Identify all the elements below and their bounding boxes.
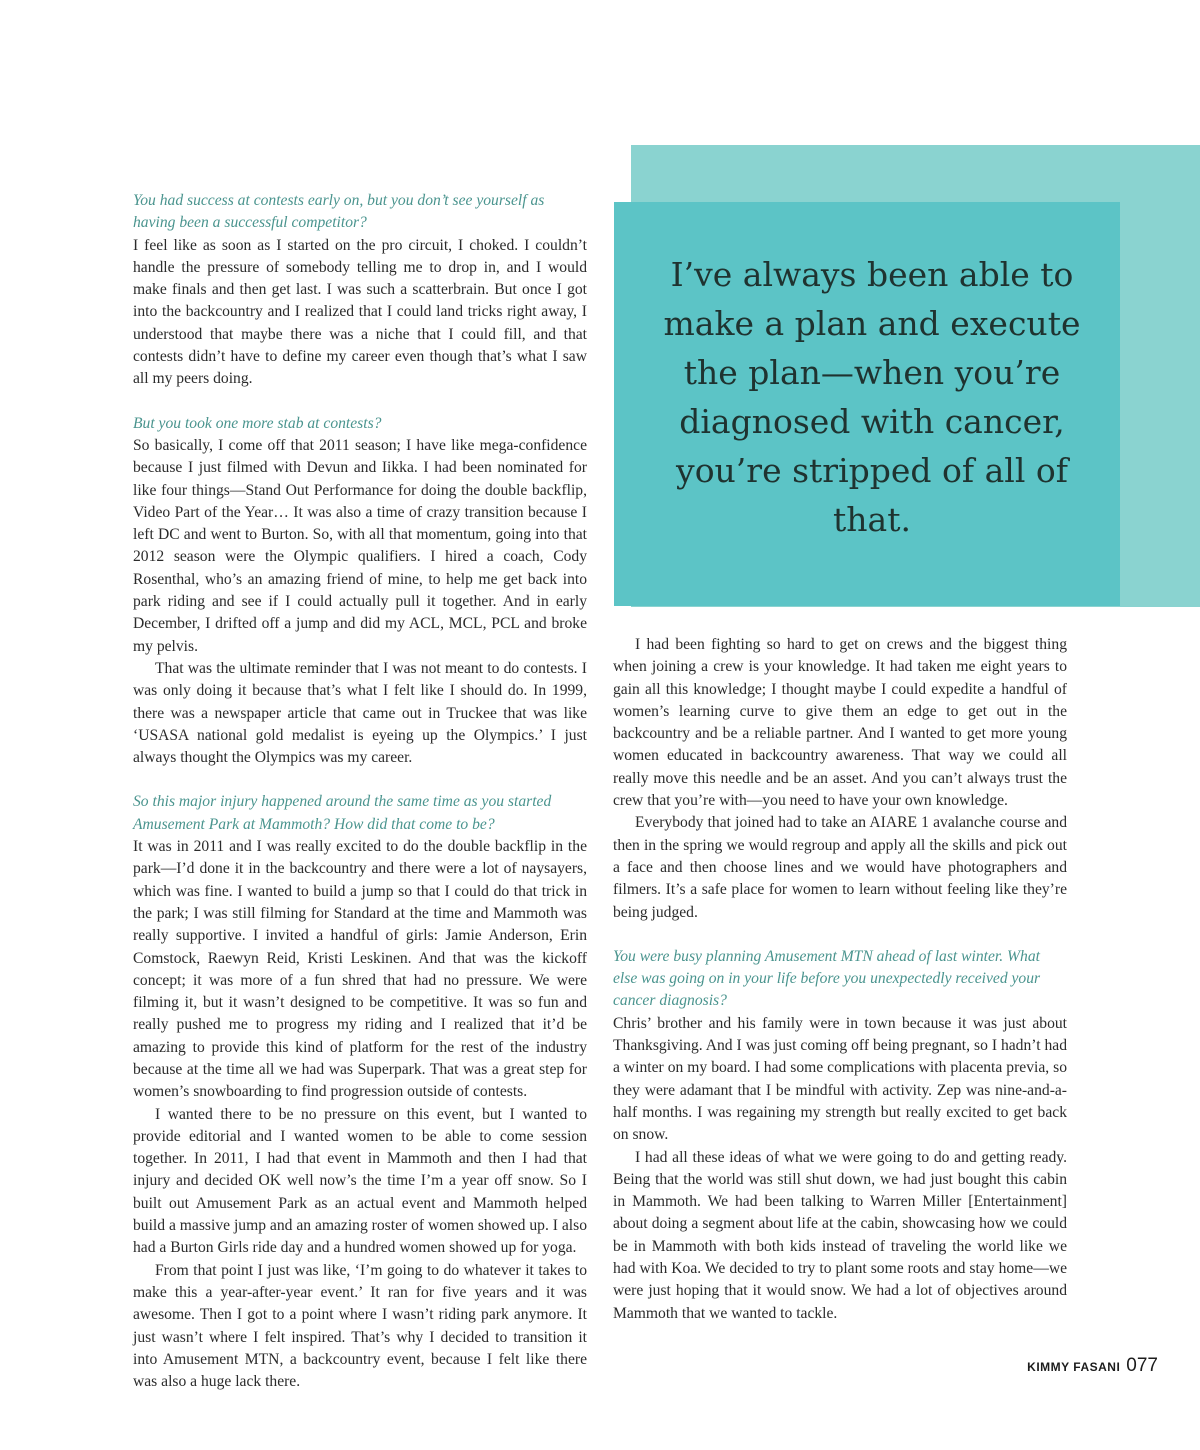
interview-question: But you took one more stab at contests? — [133, 414, 382, 432]
page-number: 077 — [1126, 1355, 1158, 1376]
interview-answer: Chris’ brother and his family were in town because it was just about Thanksgiving. And I was just coming off being pregnant, so I hadn’t had a winter on my board. I had some complications with placenta previa, so they were adamant that I be mindful with activity. Zep was nine-and-a-half months. I was regaining my strength but really excited to get back on snow. — [613, 1014, 1067, 1144]
interview-question: You had success at contests early on, but you don’t see yourself as having been a successful competitor? — [133, 192, 545, 232]
footer-author-name: KIMMY FASANI — [1027, 1360, 1121, 1374]
right-column — [613, 634, 1067, 1325]
paragraph-spacer — [133, 769, 587, 791]
interview-answer: Everybody that joined had to take an AIARE 1 avalanche course and then in the spring we would regroup and apply all the skills and pick out a face and then choose lines and we would have photographers and filmers. It’s a safe place for women to learn without feeling like they’re being judged. — [613, 814, 1067, 921]
page-footer — [1027, 1355, 1158, 1377]
paragraph-spacer — [613, 924, 1067, 946]
interview-answer: It was in 2011 and I was really excited to do the double backflip in the park—I’d done it in the backcountry and there were a lot of naysayers, which was fine. I wanted to build a jump so that I could do that trick in the park; I was still filming for Standard at the time and Mammoth was really supportive. I invited a handful of girls: Jamie Anderson, Erin Comstock, Raewyn Reid, Kristi Leskinen. And that was the kickoff concept; it was more of a fun shred that had no pressure. We were filming it, but it wasn’t designed to be competitive. It was so fun and really pushed me to progress my riding and I realized that it’d be amazing to provide this kind of platform for the rest of the industry because at the time all we had was Superpark. That was a great step for women’s snowboarding to find progression outside of contests. — [133, 838, 587, 1101]
interview-question: You were busy planning Amusement MTN ahead of last winter. What else was going on in your life before you unexpectedly received your cancer diagnosis? — [613, 947, 1041, 1010]
interview-answer: From that point I just was like, ‘I’m going to do whatever it takes to make this a year-after-year event.’ It ran for five years and it was awesome. Then I got to a point where I wasn’t riding park anymore. It just wasn’t where I felt inspired. That’s why I decided to transition it into Amusement MTN, a backcountry event, because I felt like there was also a huge lack there. — [133, 1261, 587, 1391]
pull-quote: I’ve always been able to make a plan and execute the plan—when you’re diagnosed with cancer, you’re stripped of all of that. — [663, 255, 1081, 539]
interview-question: So this major injury happened around the same time as you started Amusement Park at Mammoth? How did that come to be? — [133, 793, 552, 833]
interview-answer: I had been fighting so hard to get on crews and the biggest thing when joining a crew is your knowledge. It had taken me eight years to gain all this knowledge; I thought maybe I could expedite a handful of women’s learning curve to give them an edge to get out in the backcountry and be a reliable partner. And I wanted to get more young women educated in backcountry awareness. That way we could all really move this needle and be an asset. And you can’t always trust the crew that you’re with—you need to have your own knowledge. — [613, 636, 1067, 810]
paragraph-spacer — [133, 391, 587, 413]
interview-answer: So basically, I come off that 2011 season; I have like mega-confidence because I just filmed with Devun and Iikka. I had been nominated for like four things—Stand Out Performance for doing the double backflip, Video Part of the Year… It was also a time of crazy transition because I left DC and went to Burton. So, with all that momentum, going into that 2012 season were the Olympic qualifiers. I hired a coach, Cody Rosenthal, who’s an amazing friend of mine, to help me get back into park riding and see if I could actually pull it together. And in early December, I drifted off a jump and did my ACL, MCL, PCL and broke my pelvis. — [133, 436, 587, 655]
interview-answer: That was the ultimate reminder that I was not meant to do contests. I was only doing it because that’s what I felt like I should do. In 1999, there was a newspaper article that came out in Truckee that was like ‘USASA national gold medalist is eyeing up the Olympics.’ I just always thought the Olympics was my career. — [133, 659, 587, 767]
interview-answer: I had all these ideas of what we were going to do and getting ready. Being that the world was still shut down, we had just bought this cabin in Mammoth. We had been talking to Warren Miller [Entertainment] about doing a segment about life at the cabin, showcasing how we could be in Mammoth with both kids instead of traveling the world like we had with Koa. We decided to try to plant some roots and stay home—we were just hoping that it would snow. We had a lot of objectives around Mammoth that we wanted to tackle. — [613, 1148, 1067, 1322]
interview-answer: I feel like as soon as I started on the pro circuit, I choked. I couldn’t handle the pressure of somebody telling me to drop in, and I would make finals and then get last. I was such a scatterbrain. But once I got into the backcountry and I realized that I could land tricks right away, I understood that maybe there was a niche that I could fill, and that contests didn’t have to define my career even though that’s what I saw all my peers doing. — [133, 236, 587, 388]
left-column — [133, 190, 587, 1393]
interview-answer: I wanted there to be no pressure on this event, but I wanted to provide editorial and I wanted women to be able to come session together. In 2011, I had that event in Mammoth and then I had that injury and decided OK well now’s the time I’m a year off snow. So I built out Amusement Park as an actual event and Mammoth helped build a massive jump and an amazing roster of women showed up. I also had a Burton Girls ride day and a hundred women showed up for yoga. — [133, 1105, 587, 1257]
